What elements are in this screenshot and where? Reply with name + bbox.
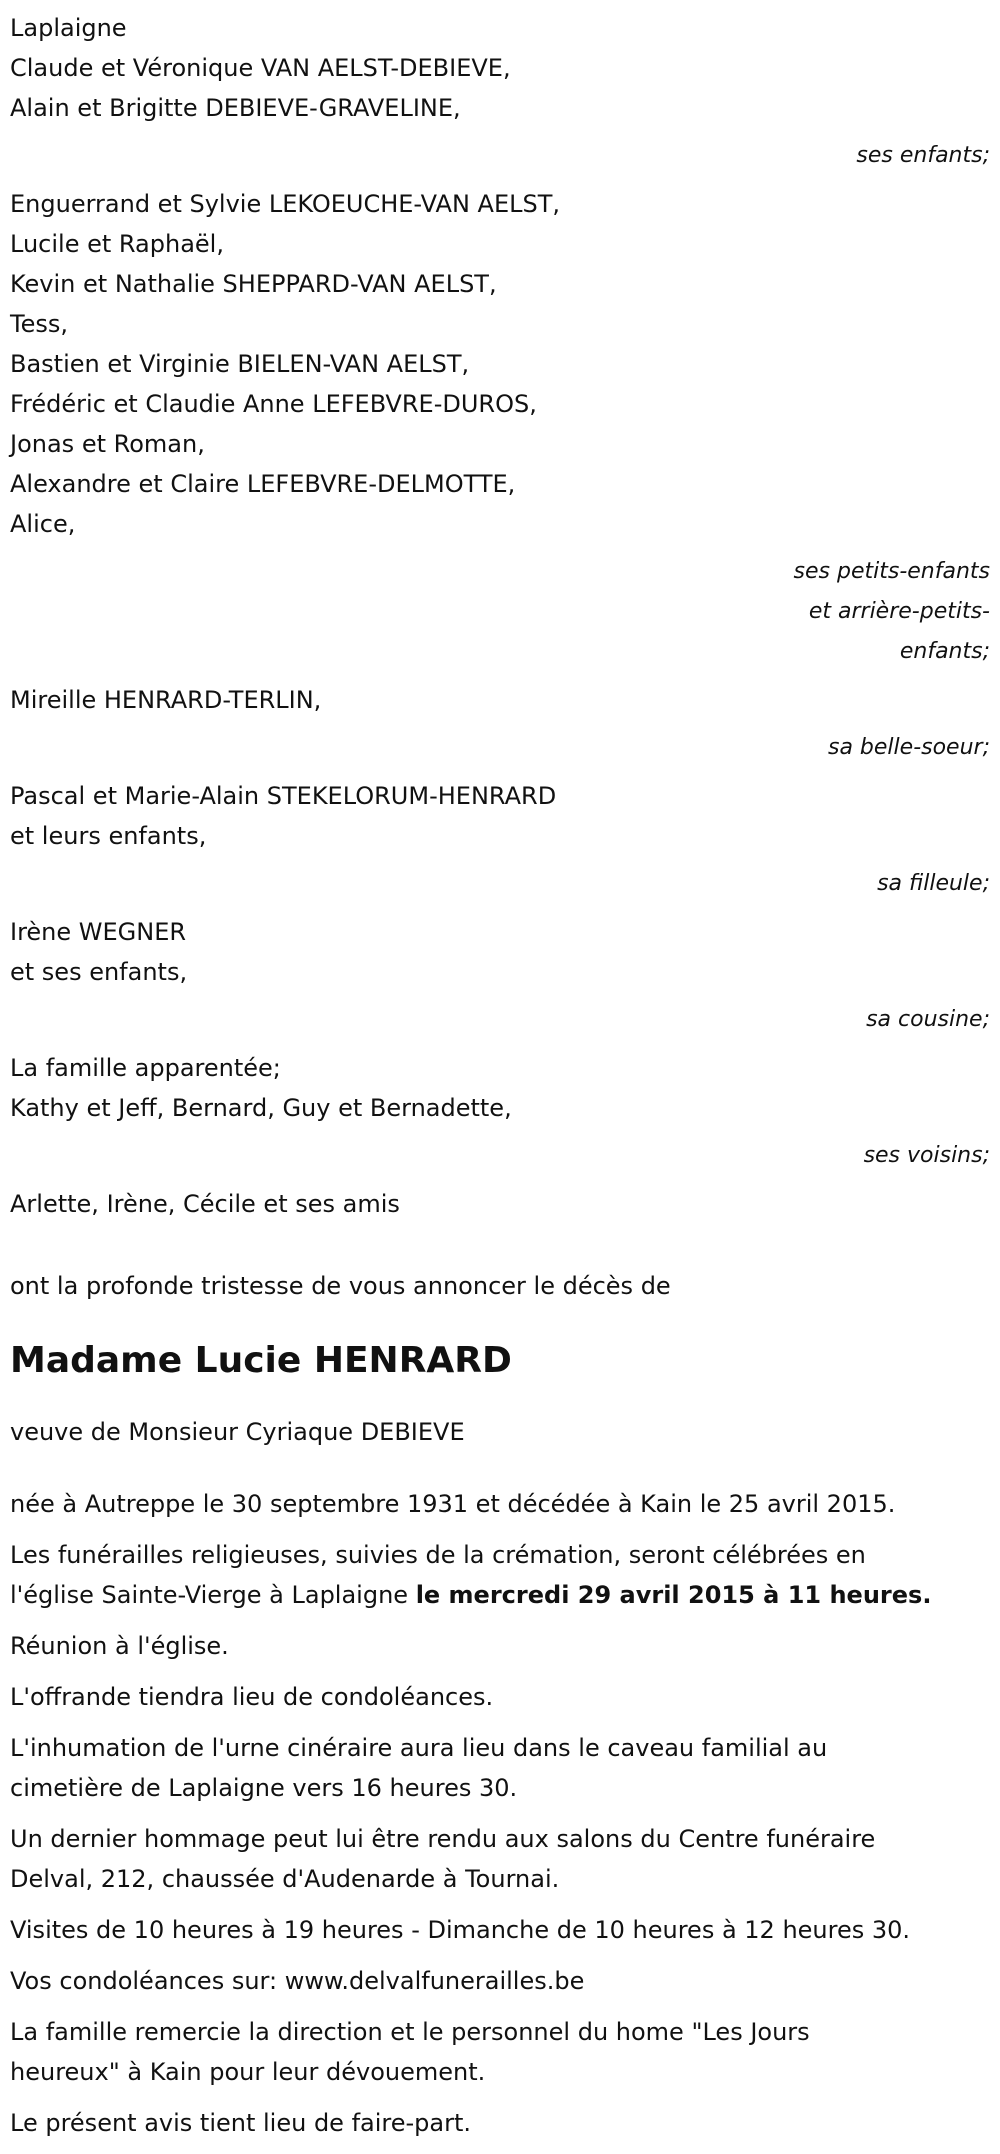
family-line: La famille apparentée; [10,1054,281,1082]
obituary-content [10,8,990,2154]
announcement-text: ont la profonde tristesse de vous annoncer le décès de [10,1272,671,1300]
info-line: La famille remercie la direction et le personnel du home "Les Jours [10,2018,810,2046]
family-line: Alice, [10,510,76,538]
family-line: Alexandre et Claire LEFEBVRE-DELMOTTE, [10,470,516,498]
relation-line: sa filleule; [877,871,990,896]
info-line: heureux" à Kain pour leur dévouement. [10,2058,486,2086]
family-group-cousin [10,912,990,992]
funeral-date: le mercredi 29 avril 2015 à 11 heures. [415,1581,932,1609]
info-paragraph [10,1677,990,1717]
info-line: Visites de 10 heures à 19 heures - Dimanche de 10 heures à 12 heures 30. [10,1916,911,1944]
info-line: Réunion à l'église. [10,1632,229,1660]
family-line: et leurs enfants, [10,822,207,850]
family-line: Claude et Véronique VAN AELST-DEBIEVE, [10,54,511,82]
family-line: Lucile et Raphaël, [10,230,224,258]
family-line: Pascal et Marie-Alain STEKELORUM-HENRARD [10,782,557,810]
info-paragraph [10,1910,990,1950]
family-line: Alain et Brigitte DEBIEVE-GRAVELINE, [10,94,461,122]
family-group-grandchildren [10,184,990,544]
info-paragraph [10,2012,990,2092]
relation-label [10,136,990,176]
info-paragraph [10,1626,990,1666]
info-paragraph [10,1961,990,2001]
family-group-goddaughter [10,776,990,856]
family-line: Kathy et Jeff, Bernard, Guy et Bernadette, [10,1094,512,1122]
family-line: et ses enfants, [10,958,188,986]
relation-line: enfants; [899,639,990,664]
family-line: Irène WEGNER [10,918,187,946]
relation-line: ses petits-enfants [793,559,990,584]
family-line: Frédéric et Claudie Anne LEFEBVRE-DUROS, [10,390,537,418]
spouse-text: veuve de Monsieur Cyriaque DEBIEVE [10,1418,465,1446]
family-group-friends [10,1184,990,1224]
relation-line: ses enfants; [856,143,990,168]
relation-line: sa cousine; [866,1007,990,1032]
funeral-line-1: Les funérailles religieuses, suivies de la crémation, seront célébrées en [10,1541,866,1569]
info-line: Un dernier hommage peut lui être rendu aux salons du Centre funéraire [10,1825,876,1853]
relation-label [10,1000,990,1040]
funeral-place: l'église Sainte-Vierge à Laplaigne [10,1581,416,1609]
funeral-line-2 [10,1575,990,1615]
relation-label [10,1136,990,1176]
family-group-children [10,48,990,128]
info-line: Vos condoléances sur: www.delvalfunerailles.be [10,1967,585,1995]
info-line: L'offrande tiendra lieu de condoléances. [10,1683,494,1711]
place-header: Laplaigne [10,14,127,42]
relation-line: sa belle-soeur; [828,735,990,760]
family-group-neighbours [10,1048,990,1128]
deceased-name: Madame Lucie HENRARD [10,1340,512,1381]
birth-death-text: née à Autreppe le 30 septembre 1931 et décédée à Kain le 25 avril 2015. [10,1490,896,1518]
relation-label [10,864,990,904]
info-line: Delval, 212, chaussée d'Audenarde à Tournai. [10,1865,560,1893]
info-line: cimetière de Laplaigne vers 16 heures 30. [10,1774,518,1802]
family-line: Kevin et Nathalie SHEPPARD-VAN AELST, [10,270,497,298]
relation-line: et arrière-petits- [808,599,990,624]
family-line: Arlette, Irène, Cécile et ses amis [10,1190,400,1218]
relation-label [10,728,990,768]
family-group-sister-in-law [10,680,990,720]
family-line: Mireille HENRARD-TERLIN, [10,686,322,714]
family-line: Tess, [10,310,68,338]
relation-label [10,552,990,672]
family-line: Jonas et Roman, [10,430,205,458]
family-line: Enguerrand et Sylvie LEKOEUCHE-VAN AELST, [10,190,561,218]
birth-death-paragraph [10,1484,990,1524]
funeral-paragraph [10,1535,990,1615]
info-line: Le présent avis tient lieu de faire-part. [10,2109,472,2137]
info-paragraph [10,1819,990,1899]
family-line: Bastien et Virginie BIELEN-VAN AELST, [10,350,470,378]
info-line: L'inhumation de l'urne cinéraire aura lieu dans le caveau familial au [10,1734,828,1762]
info-paragraph [10,1728,990,1808]
relation-line: ses voisins; [863,1143,990,1168]
info-paragraph [10,2103,990,2143]
